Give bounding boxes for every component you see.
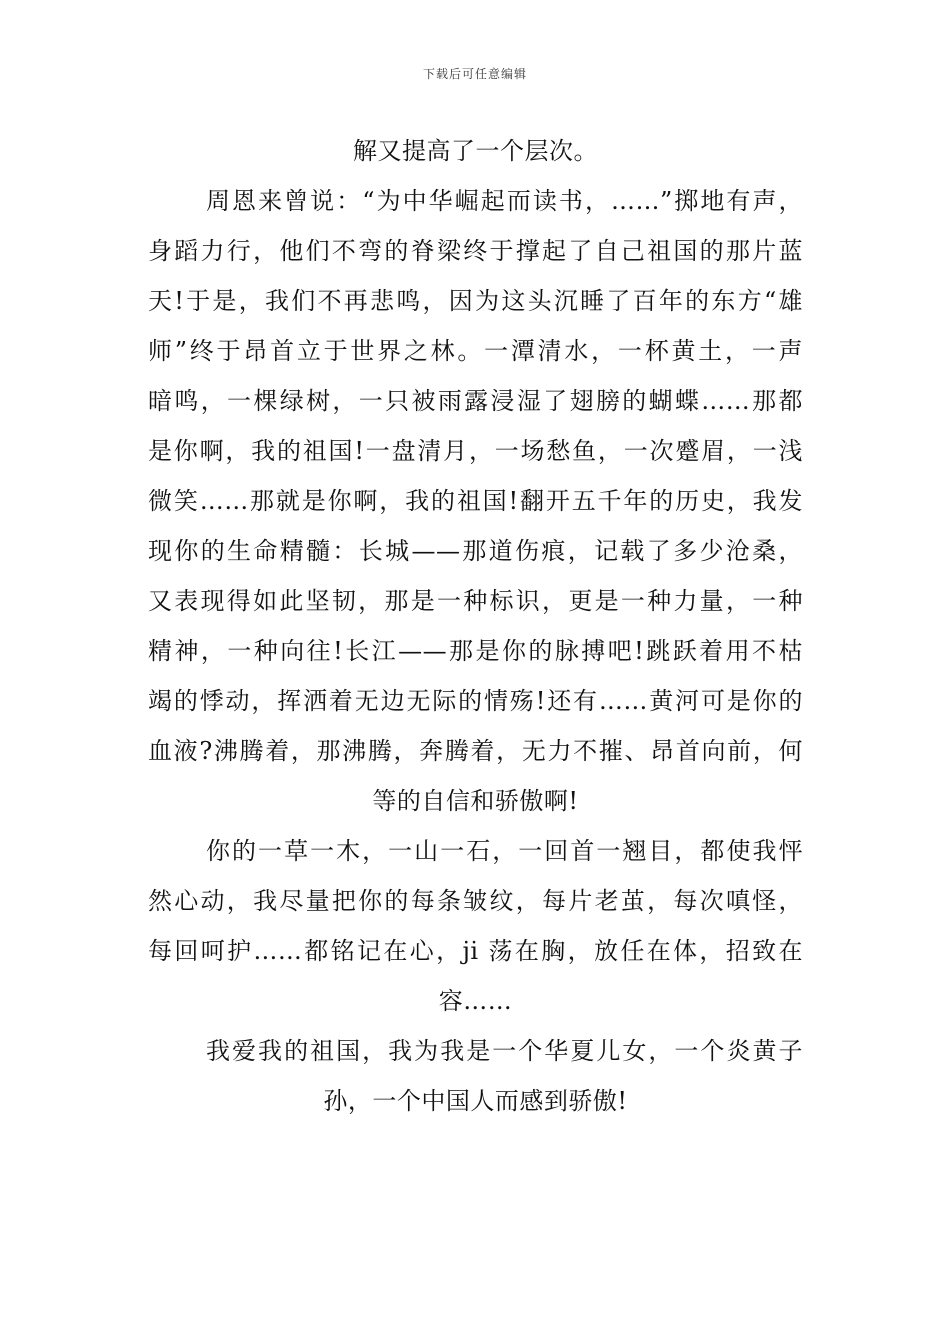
body-line: 等的自信和骄傲啊! <box>372 787 579 815</box>
body-line: 容…… <box>438 987 513 1015</box>
body-line: 精神，一种向往!长江——那是你的脉搏吧!跳跃着用不枯 <box>148 637 803 665</box>
body-line: 你的一草一木，一山一石，一回首一翘目，都使我怦 <box>206 837 803 865</box>
body-line: 竭的悸动，挥洒着无边无际的情殇!还有……黄河可是你的 <box>148 687 803 715</box>
body-line: 微笑……那就是你啊，我的祖国!翻开五千年的历史，我发 <box>148 487 803 515</box>
body-line: 现你的生命精髓：长城——那道伤痕，记载了多少沧桑， <box>148 537 803 565</box>
body-line: 暗鸣，一棵绿树，一只被雨露浸湿了翅膀的蝴蝶……那都 <box>148 387 803 415</box>
body-line: 血液?沸腾着，那沸腾，奔腾着，无力不摧、昂首向前，何 <box>148 737 803 765</box>
body-line: 师”终于昂首立于世界之林。一潭清水，一杯黄土，一声 <box>148 337 803 365</box>
body-line: 是你啊，我的祖国!一盘清月，一场愁鱼，一次蹙眉，一浅 <box>148 437 803 465</box>
body-line: 然心动，我尽量把你的每条皱纹，每片老茧，每次嗔怪， <box>148 887 803 915</box>
body-line: 每回呵护……都铭记在心，ji 荡在胸，放任在体，招致在 <box>148 937 803 965</box>
body-line: 孙，一个中国人而感到骄傲! <box>323 1087 628 1115</box>
document-body <box>148 126 803 1126</box>
body-line: 我爱我的祖国，我为我是一个华夏儿女，一个炎黄子 <box>206 1037 803 1065</box>
body-line: 周恩来曾说：“为中华崛起而读书，……”掷地有声， <box>206 187 803 215</box>
page-header: 下载后可任意编辑 <box>422 67 527 81</box>
body-line: 天!于是，我们不再悲鸣，因为这头沉睡了百年的东方“雄 <box>148 287 803 315</box>
body-line: 又表现得如此坚韧，那是一种标识，更是一种力量，一种 <box>148 587 803 615</box>
body-line: 解又提高了一个层次。 <box>353 137 598 165</box>
body-line: 身蹈力行，他们不弯的脊梁终于撑起了自己祖国的那片蓝 <box>148 237 803 265</box>
